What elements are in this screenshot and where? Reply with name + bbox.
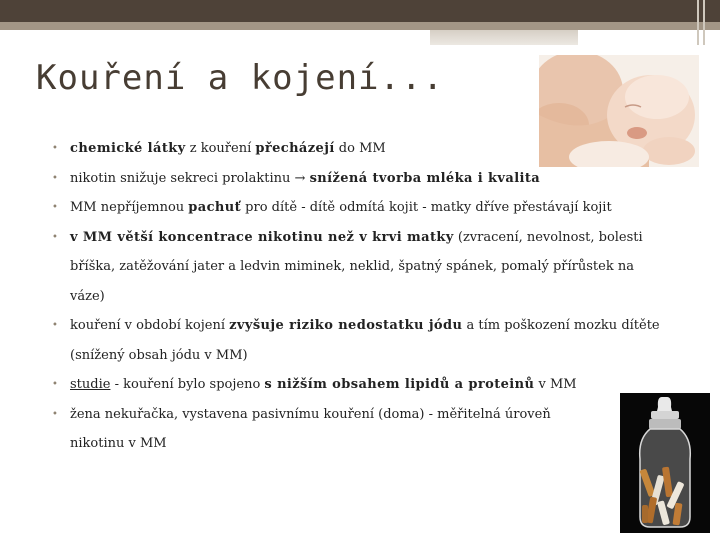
bullet-text-underlined[interactable]: studie <box>70 377 111 392</box>
bullet-marker: • <box>52 379 58 390</box>
bullet-text-bold: přecházejí <box>255 141 335 156</box>
bullet-item <box>52 311 680 370</box>
bullet-text-bold: zvyšuje riziko nedostatku jódu <box>229 318 463 333</box>
bullet-text: - kouření bylo spojeno <box>110 377 265 392</box>
bullet-list <box>52 134 682 459</box>
bullet-text: kouření v období kojení <box>70 318 230 333</box>
bullet-text: z kouření <box>185 141 256 156</box>
bullet-text-bold: v MM větší koncentrace nikotinu než v krvi matky <box>70 229 454 245</box>
header-tab-decoration <box>430 30 578 45</box>
bullet-text: do MM <box>334 141 386 156</box>
bullet-marker: • <box>52 143 58 154</box>
bullet-marker: • <box>52 202 58 213</box>
header-bar <box>0 0 720 22</box>
bullet-marker: • <box>52 172 58 184</box>
bullet-item <box>52 400 570 459</box>
bullet-text-bold: snížená tvorba mléka i kvalita <box>309 170 541 186</box>
bullet-text: (zvracení, nevolnost, bolesti bříška, zatěžování jater a ledvin miminek, neklid, špatný spánek, pomalý přírůstek na váze) <box>70 229 643 304</box>
bullet-text: a tím poškození mozku dítěte (snížený obsah jódu v MM) <box>70 318 660 363</box>
bullet-marker: • <box>52 320 58 331</box>
bullet-text: v MM <box>534 377 577 392</box>
bullet-marker: • <box>52 408 58 420</box>
header-divider-line <box>703 0 705 45</box>
bullet-item <box>52 134 530 164</box>
bullet-text: nikotin snižuje sekreci prolaktinu → <box>70 170 310 186</box>
bullet-item <box>52 370 630 400</box>
bullet-text-bold: pachuť <box>188 200 242 215</box>
bullet-text: MM nepříjemnou <box>70 200 189 215</box>
bullet-marker: • <box>52 231 58 243</box>
bullet-text: pro dítě - dítě odmítá kojit - matky dříve přestávají kojit <box>241 200 612 215</box>
bullet-item <box>52 223 660 312</box>
header-divider-line <box>697 0 699 45</box>
bullet-text-bold: s nižším obsahem lipidů a proteinů <box>264 377 535 392</box>
header-accent-bar <box>0 22 720 30</box>
bullet-text-bold: chemické látky <box>70 141 186 156</box>
bullet-item <box>52 193 670 223</box>
slide-title: Kouření a kojení... <box>36 58 444 98</box>
bullet-text: žena nekuřačka, vystavena pasivnímu kouření (doma) - měřitelná úroveň nikotinu v MM <box>70 406 551 451</box>
bullet-item <box>52 164 630 194</box>
